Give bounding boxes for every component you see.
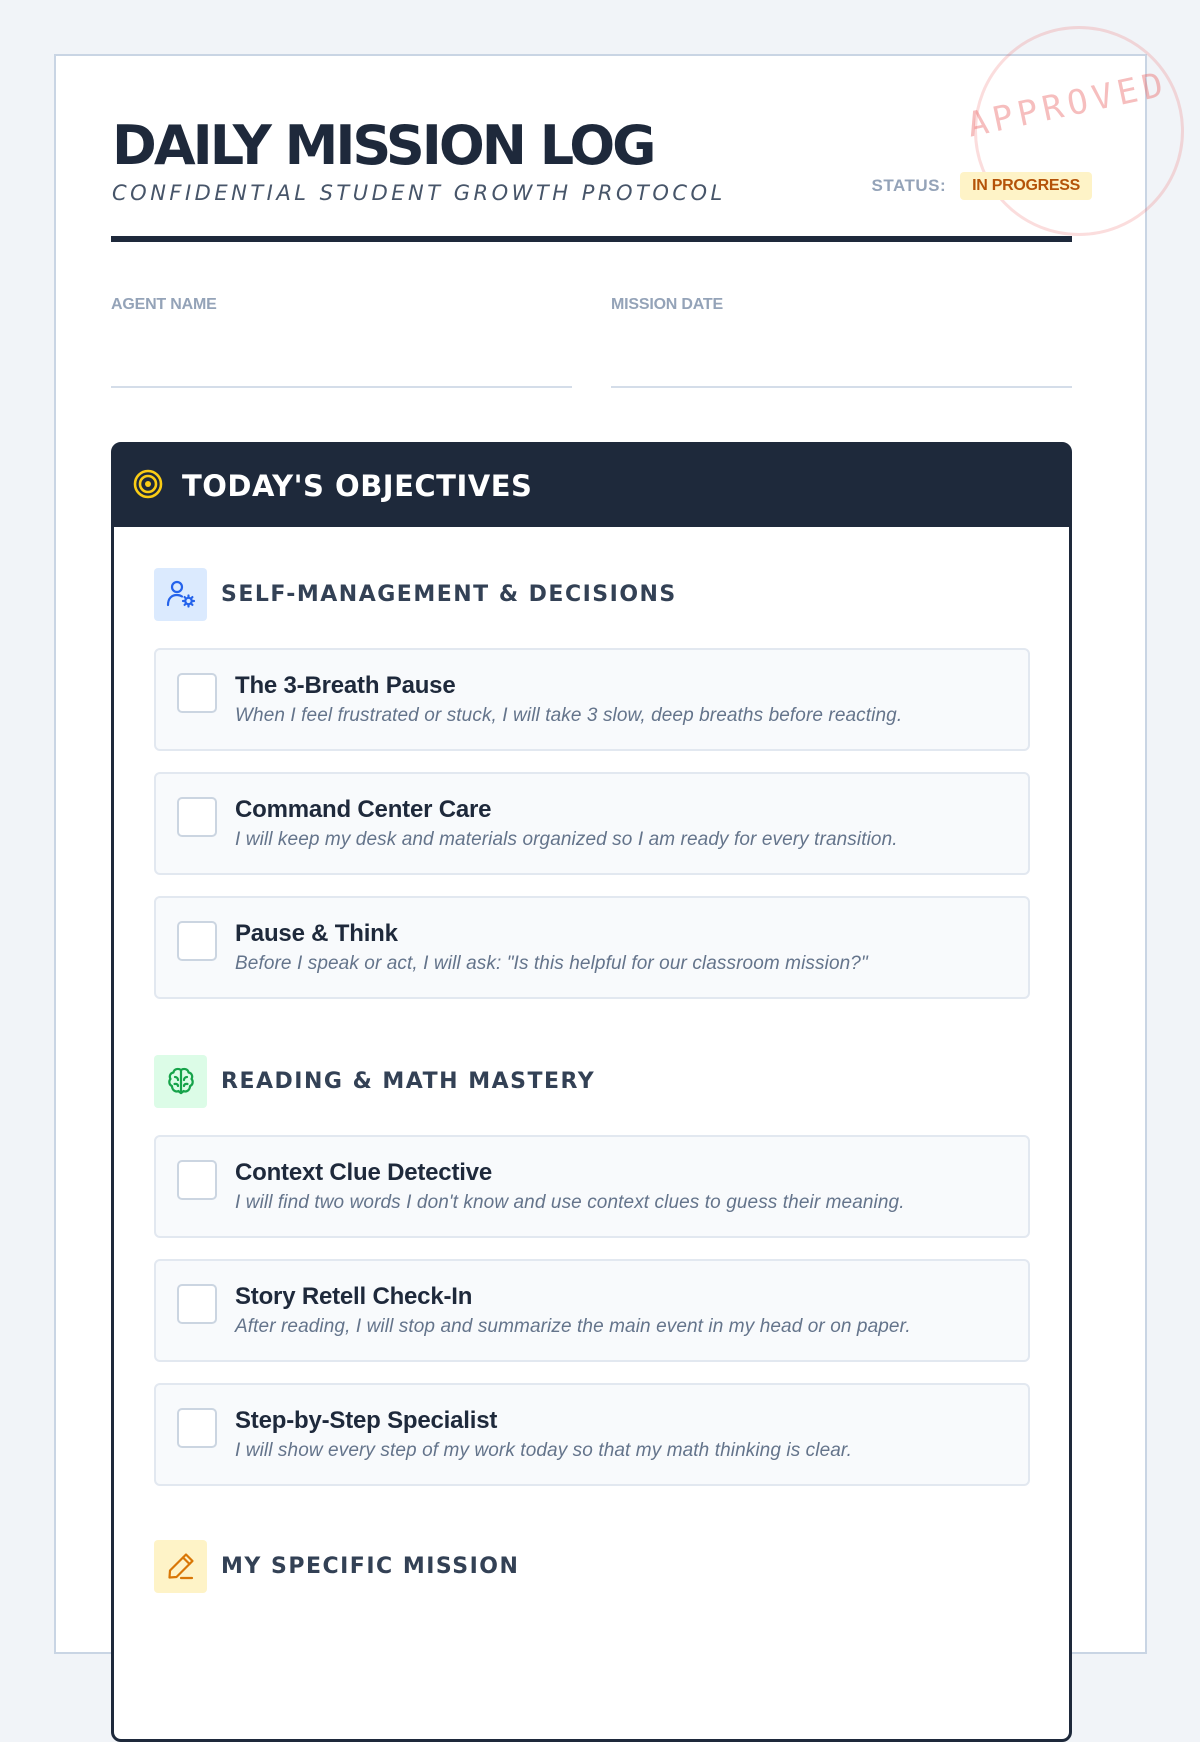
section-title: MY SPECIFIC MISSION <box>221 1553 520 1579</box>
objective-title: Command Center Care <box>235 796 492 823</box>
pencil-icon <box>154 1540 207 1593</box>
objectives-panel <box>111 442 1072 1742</box>
page-title: DAILY MISSION LOG <box>112 114 654 177</box>
objective-title: Pause & Think <box>235 920 398 947</box>
agent-name-label: AGENT NAME <box>111 296 217 313</box>
mission-date-label: MISSION DATE <box>611 296 723 313</box>
status-badge: IN PROGRESS <box>960 172 1092 200</box>
objectives-header <box>114 445 1069 527</box>
objectives-title: TODAY'S OBJECTIVES <box>182 469 533 503</box>
section-header <box>154 1539 1030 1593</box>
objective-item <box>154 896 1030 999</box>
objective-description: I will keep my desk and materials organized so I am ready for every transition. <box>235 829 898 850</box>
agent-name-field[interactable] <box>111 296 572 388</box>
approved-stamp-text: APPROVED <box>963 64 1172 146</box>
objective-item <box>154 1135 1030 1238</box>
objective-title: The 3-Breath Pause <box>235 672 456 699</box>
section-reading-math <box>154 1054 1030 1486</box>
objective-description: After reading, I will stop and summarize the main event in my head or on paper. <box>235 1316 911 1337</box>
objective-title: Step-by-Step Specialist <box>235 1407 498 1434</box>
section-title: READING & MATH MASTERY <box>221 1068 596 1094</box>
objective-checkbox[interactable] <box>177 1160 217 1200</box>
objective-checkbox[interactable] <box>177 797 217 837</box>
header-divider <box>111 236 1072 242</box>
page-subtitle: CONFIDENTIAL STUDENT GROWTH PROTOCOL <box>112 181 726 205</box>
section-header <box>154 1054 1030 1108</box>
section-self-management <box>154 567 1030 999</box>
section-header <box>154 567 1030 621</box>
objective-item <box>154 1383 1030 1486</box>
objective-checkbox[interactable] <box>177 673 217 713</box>
objective-description: I will find two words I don't know and use context clues to guess their meaning. <box>235 1192 905 1213</box>
objective-checkbox[interactable] <box>177 1408 217 1448</box>
brain-icon <box>154 1055 207 1108</box>
objective-checkbox[interactable] <box>177 1284 217 1324</box>
section-specific-mission <box>154 1539 1030 1593</box>
objective-checkbox[interactable] <box>177 921 217 961</box>
status-label: STATUS: <box>871 176 947 195</box>
user-gear-icon <box>154 568 207 621</box>
mission-log-page <box>54 54 1172 1654</box>
status-indicator <box>872 172 1092 200</box>
objective-description: When I feel frustrated or stuck, I will take 3 slow, deep breaths before reacting. <box>235 705 903 726</box>
objective-title: Context Clue Detective <box>235 1159 492 1186</box>
objective-item <box>154 648 1030 751</box>
objective-item <box>154 772 1030 875</box>
target-icon <box>132 468 164 505</box>
objective-item <box>154 1259 1030 1362</box>
objective-description: Before I speak or act, I will ask: "Is this helpful for our classroom mission?" <box>235 953 868 974</box>
mission-date-field[interactable] <box>611 296 1072 388</box>
objective-description: I will show every step of my work today so that my math thinking is clear. <box>235 1440 853 1461</box>
section-title: SELF-MANAGEMENT & DECISIONS <box>221 581 677 607</box>
objective-title: Story Retell Check-In <box>235 1283 473 1310</box>
